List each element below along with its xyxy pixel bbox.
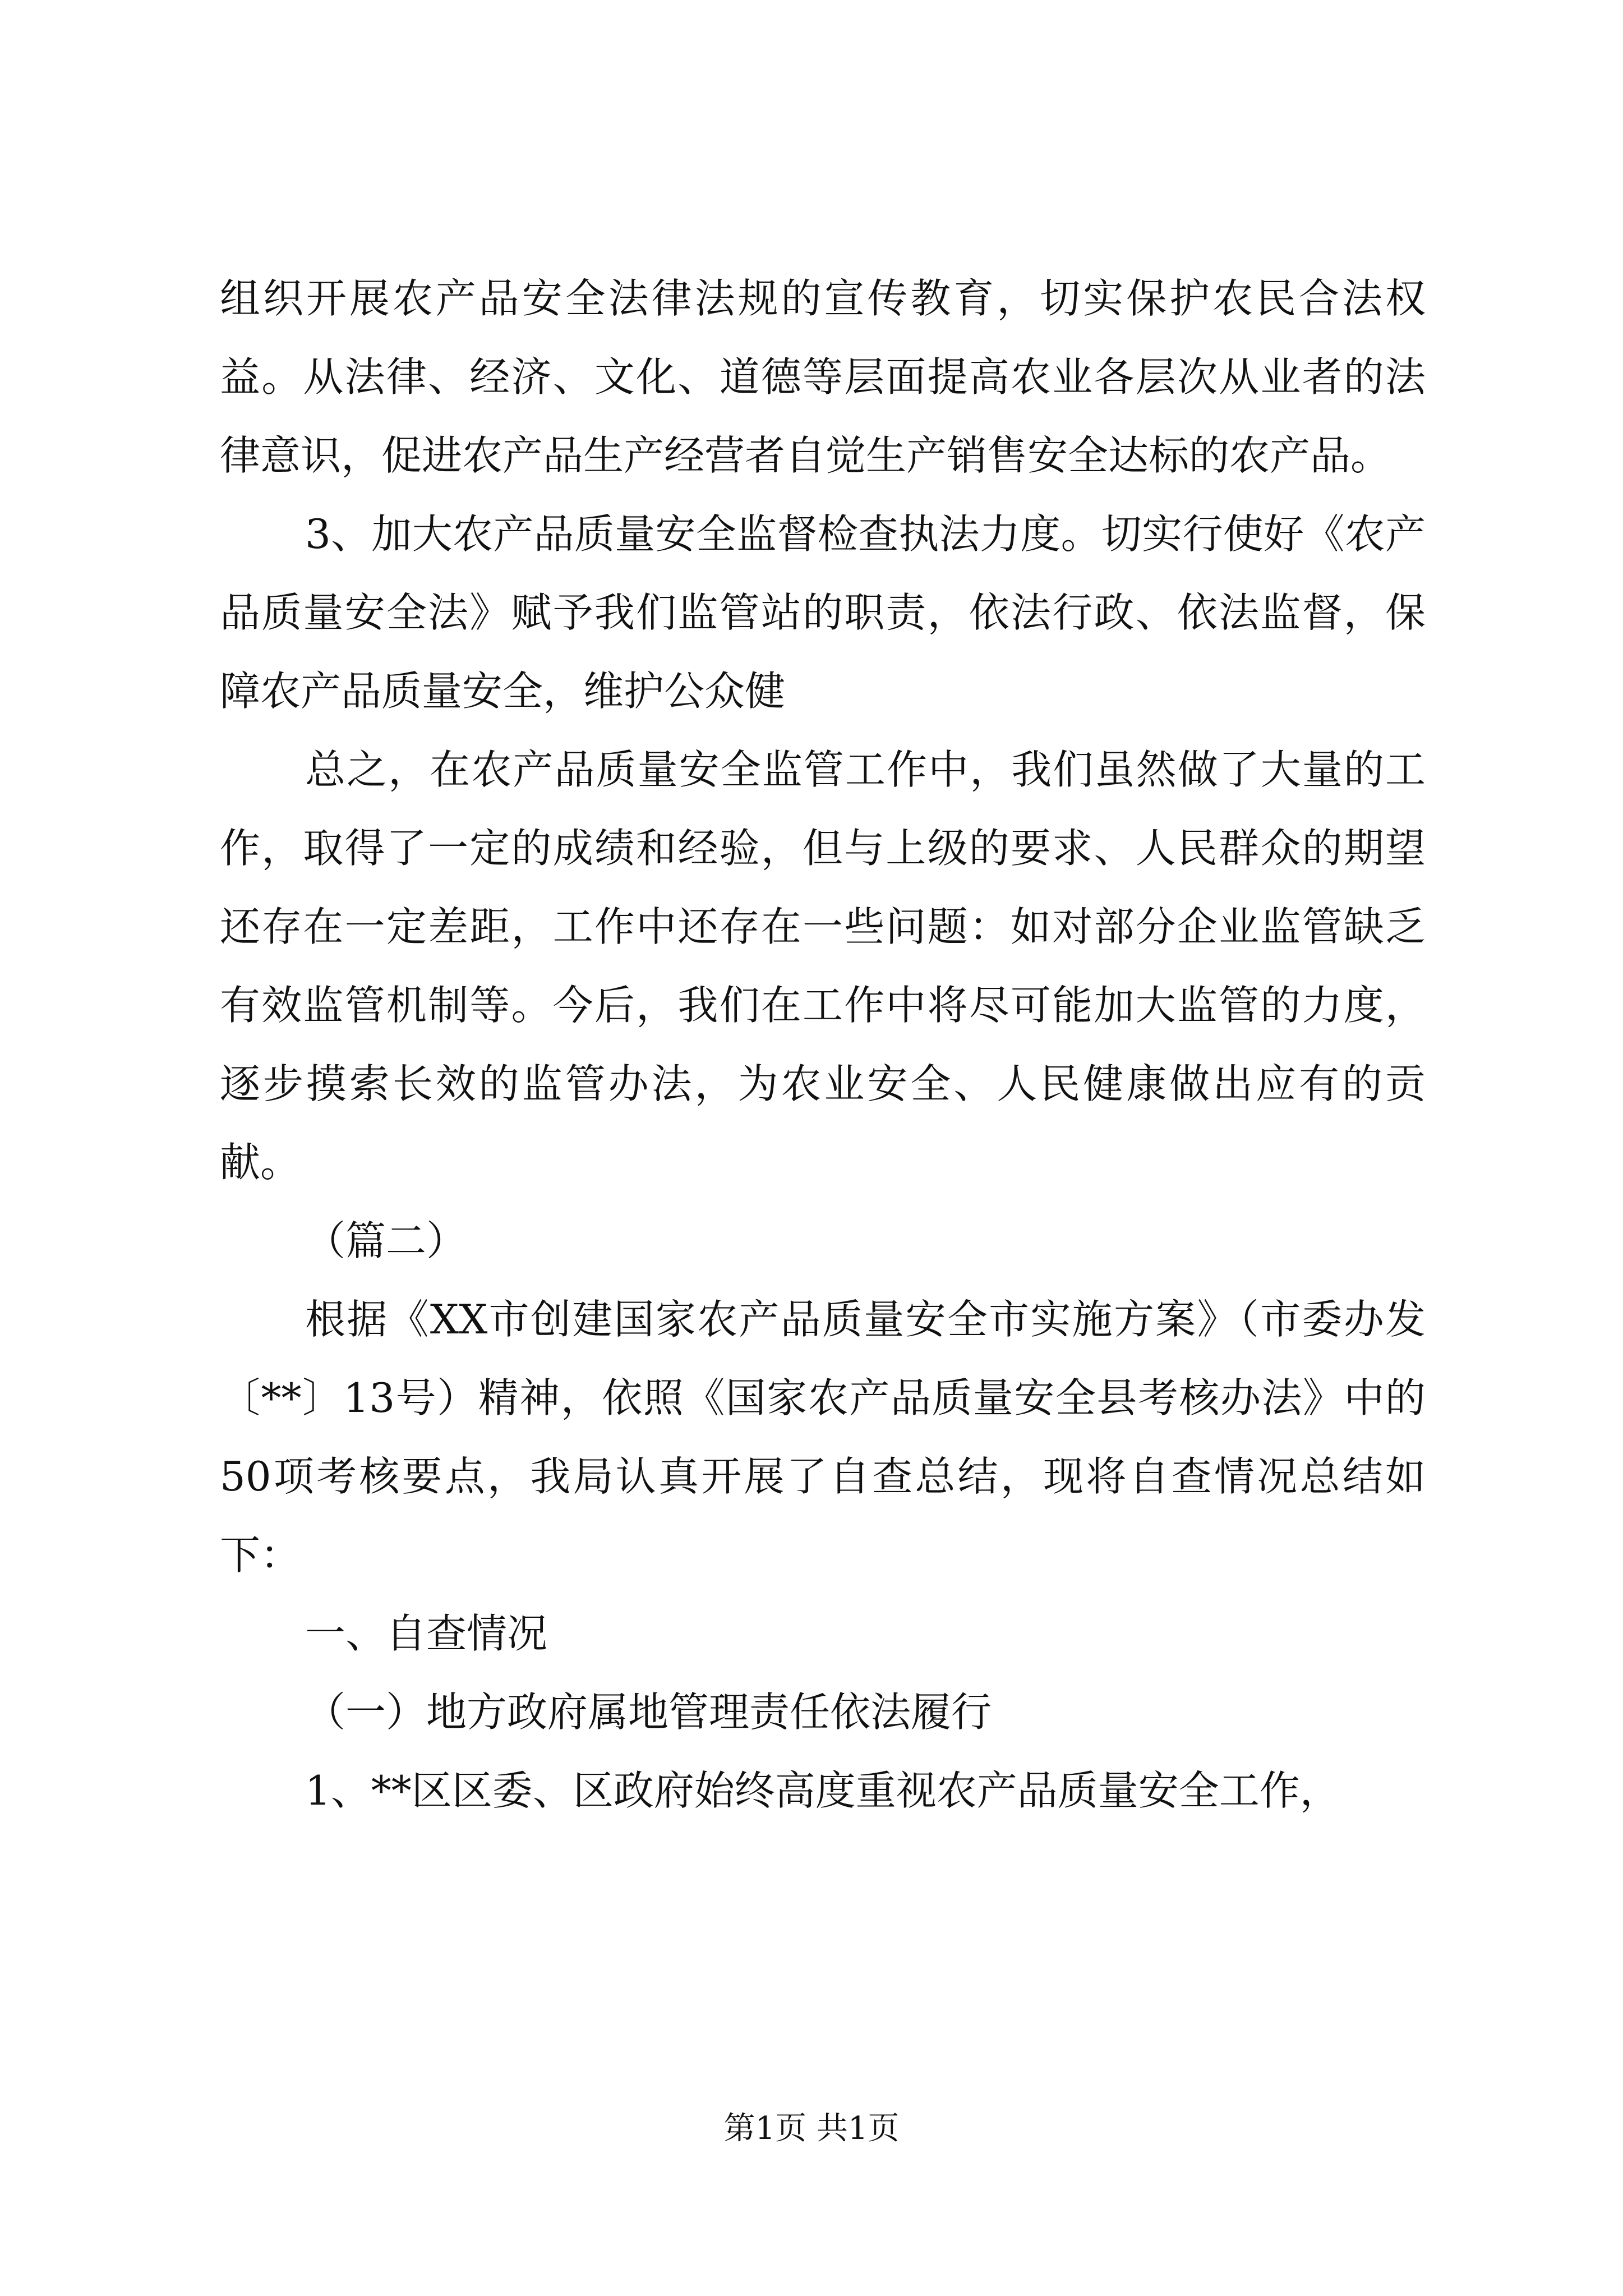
paragraph: 总之，在农产品质量安全监管工作中，我们虽然做了大量的工作，取得了一定的成绩和经验，但与上级的要求、人民群众的期望还存在一定差距，工作中还存在一些问题：如对部分企业监管缺乏有效监管机制等。今后，我们在工作中将尽可能加大监管的力度，逐步摸索长效的监管办法，为农业安全、人民健康做出应有的贡献。	[220, 746, 1426, 1186]
paragraph: 1、**区区委、区政府始终高度重视农产品质量安全工作，	[305, 1767, 1340, 1814]
paragraph: 3、加大农产品质量安全监督检查执法力度。切实行使好《农产品质量安全法》赋予我们监管站的职责，依法行政、依法监督，保障农产品质量安全，维护公众健	[220, 510, 1426, 715]
page-footer: 第1页 共1页	[723, 2110, 900, 2147]
document-body	[220, 259, 1426, 1830]
paragraph: 组织开展农产品安全法律法规的宣传教育，切实保护农民合法权益。从法律、经济、文化、道德等层面提高农业各层次从业者的法律意识，促进农产品生产经营者自觉生产销售安全达标的农产品。	[220, 275, 1426, 479]
section-heading: 一、自查情况	[305, 1610, 548, 1657]
subsection-heading: （一）地方政府属地管理责任依法履行	[305, 1688, 992, 1736]
section-heading: （篇二）	[305, 1217, 467, 1264]
paragraph: 根据《XX市创建国家农产品质量安全市实施方案》（市委办发〔**〕13号）精神，依照《国家农产品质量安全县考核办法》中的50项考核要点，我局认真开展了自查总结，现将自查情况总结如下：	[220, 1296, 1426, 1579]
